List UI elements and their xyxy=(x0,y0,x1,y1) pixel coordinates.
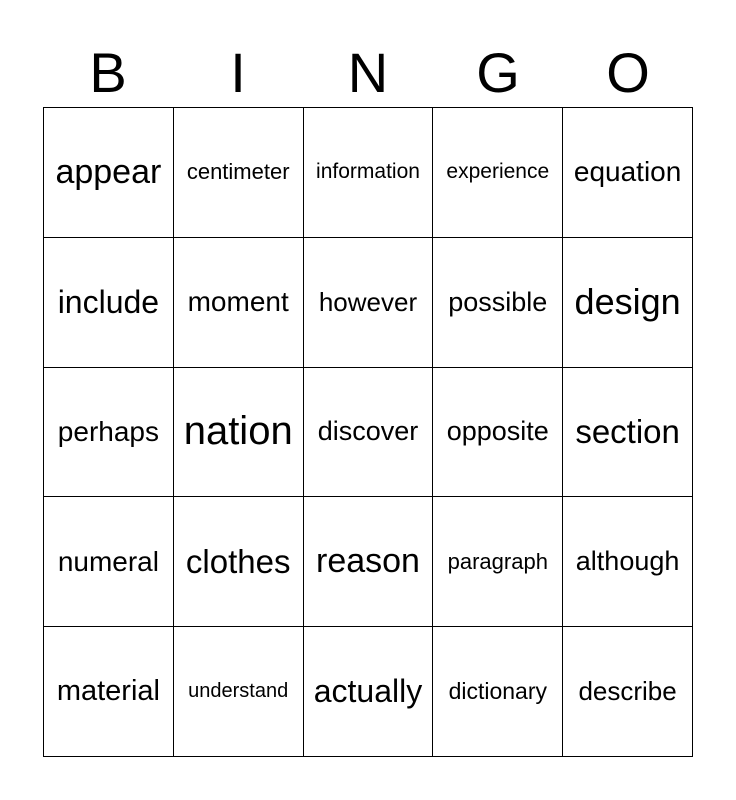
bingo-cell: reason xyxy=(304,497,434,627)
bingo-cell: appear xyxy=(44,108,174,238)
bingo-cell: centimeter xyxy=(174,108,304,238)
bingo-grid xyxy=(43,107,693,757)
header-letter-g: G xyxy=(476,41,520,104)
bingo-cell: experience xyxy=(433,108,563,238)
bingo-header xyxy=(43,40,693,106)
bingo-cell: possible xyxy=(433,238,563,368)
header-letter-b: B xyxy=(89,41,127,104)
bingo-cell: understand xyxy=(174,627,304,757)
bingo-cell: moment xyxy=(174,238,304,368)
bingo-cell: however xyxy=(304,238,434,368)
bingo-cell: describe xyxy=(563,627,693,757)
header-letter-o: O xyxy=(606,41,650,104)
bingo-cell: material xyxy=(44,627,174,757)
bingo-cell: nation xyxy=(174,368,304,498)
bingo-cell: actually xyxy=(304,627,434,757)
bingo-cell: perhaps xyxy=(44,368,174,498)
bingo-cell: paragraph xyxy=(433,497,563,627)
bingo-cell: numeral xyxy=(44,497,174,627)
bingo-cell: clothes xyxy=(174,497,304,627)
bingo-cell: discover xyxy=(304,368,434,498)
bingo-cell: design xyxy=(563,238,693,368)
header-letter-i: I xyxy=(230,41,246,104)
bingo-cell: include xyxy=(44,238,174,368)
bingo-cell: section xyxy=(563,368,693,498)
bingo-cell: dictionary xyxy=(433,627,563,757)
header-letter-n: N xyxy=(347,41,389,104)
bingo-cell: information xyxy=(304,108,434,238)
bingo-cell: equation xyxy=(563,108,693,238)
bingo-cell: opposite xyxy=(433,368,563,498)
bingo-cell: although xyxy=(563,497,693,627)
